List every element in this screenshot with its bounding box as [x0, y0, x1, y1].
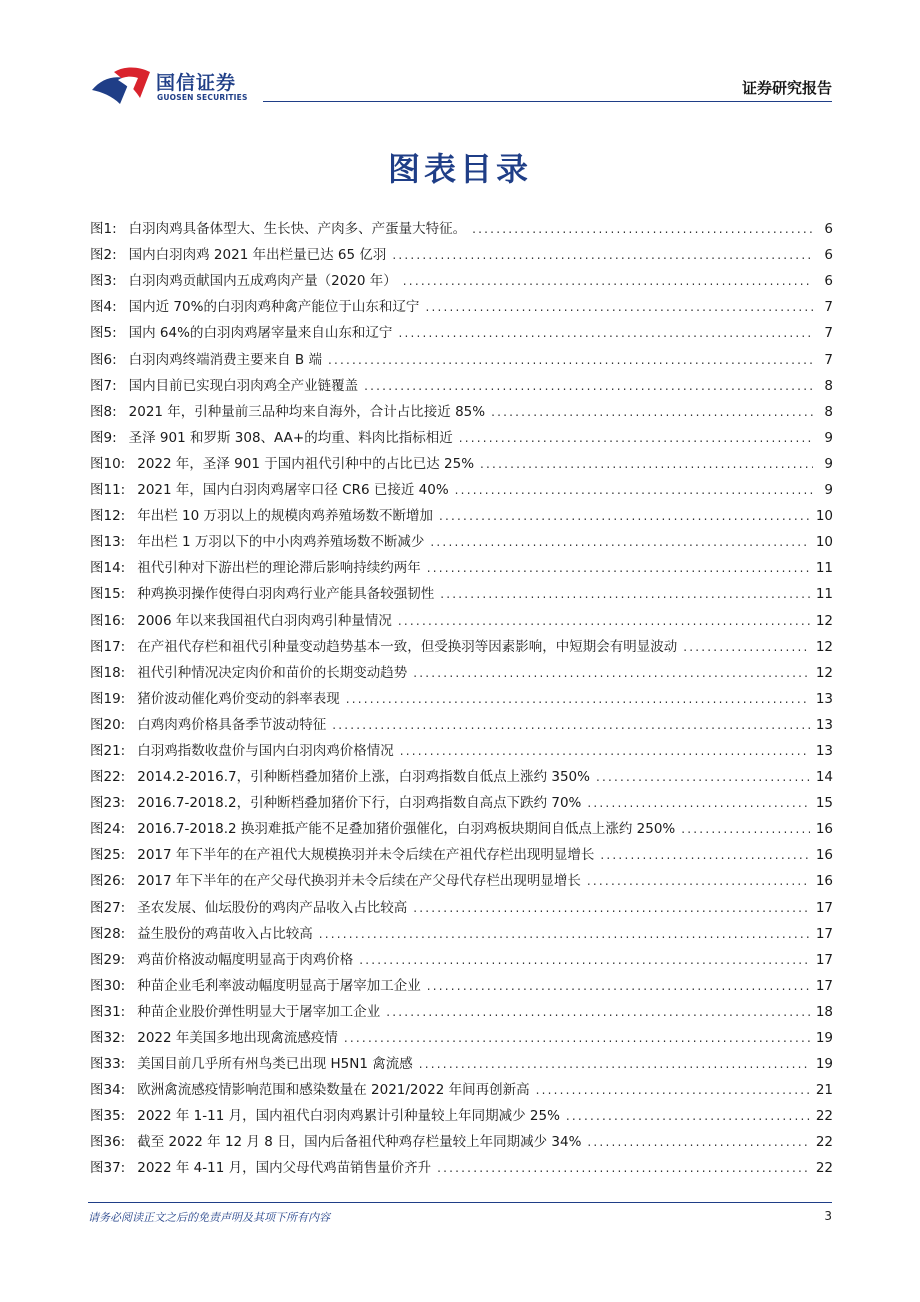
toc-entry-page: 21 [815, 1082, 833, 1099]
toc-entry-label: 图35: [90, 1108, 126, 1125]
toc-entry-page: 10 [815, 534, 833, 551]
toc-entry-label: 图34: [90, 1082, 126, 1099]
toc-entry-label: 图7: [90, 377, 117, 394]
toc-entry-label: 图2: [90, 247, 117, 264]
toc-entry-page: 9 [824, 482, 833, 499]
toc-entry-page: 10 [815, 508, 833, 525]
toc-leader-dots [587, 872, 810, 890]
toc-entry[interactable] [90, 708, 833, 734]
toc-entry-title: 国内目前已实现白羽肉鸡全产业链覆盖 [128, 377, 359, 394]
toc-entry-label: 图30: [90, 977, 126, 994]
toc-entry-page: 19 [815, 1056, 833, 1073]
toc-entry[interactable] [90, 577, 833, 603]
toc-entry[interactable] [90, 1021, 833, 1047]
figure-toc [90, 212, 833, 1177]
toc-leader-dots [328, 351, 813, 369]
toc-leader-dots [566, 1107, 810, 1125]
toc-entry-label: 图23: [90, 795, 126, 812]
toc-entry-title: 2021 年，国内白羽肉鸡屠宰口径 CR6 已接近 40% [137, 482, 449, 499]
toc-entry-title: 白羽鸡指数收盘价与国内白羽肉鸡价格情况 [137, 742, 394, 759]
toc-entry[interactable] [90, 890, 833, 916]
toc-leader-dots [332, 716, 810, 734]
toc-entry-page: 6 [824, 273, 833, 290]
toc-leader-dots [419, 1055, 810, 1073]
toc-entry-label: 图27: [90, 899, 126, 916]
toc-entry-label: 图31: [90, 1003, 126, 1020]
toc-leader-dots [403, 272, 813, 290]
toc-entry[interactable] [90, 342, 833, 368]
toc-entry-page: 15 [815, 795, 833, 812]
toc-leader-dots [600, 846, 809, 864]
toc-entry-title: 2022 年美国多地出现禽流感疫情 [137, 1030, 338, 1046]
logo-en-text: GUOSEN SECURITIES [157, 93, 248, 102]
toc-leader-dots [413, 664, 810, 682]
toc-entry-page: 9 [824, 455, 833, 472]
toc-entry-page: 12 [815, 638, 833, 655]
toc-leader-dots [386, 1003, 810, 1021]
toc-entry[interactable] [90, 838, 833, 864]
toc-leader-dots [681, 820, 810, 838]
toc-entry-title: 年出栏 10 万羽以上的规模肉鸡养殖场数不断增加 [137, 508, 433, 525]
toc-entry-title: 截至 2022 年 12 月 8 日，国内后备祖代种鸡存栏量较上年同期减少 34% [137, 1134, 582, 1151]
toc-entry-page: 16 [815, 873, 833, 890]
toc-leader-dots [346, 690, 810, 708]
toc-entry[interactable] [90, 943, 833, 969]
toc-entry-label: 图16: [90, 612, 126, 629]
toc-entry-title: 2022 年，圣泽 901 于国内祖代引种中的占比已达 25% [137, 455, 475, 472]
toc-entry-page: 16 [815, 847, 833, 864]
toc-entry-page: 13 [815, 716, 833, 733]
report-type: 证券研究报告 [741, 79, 832, 97]
toc-entry-label: 图3: [90, 273, 117, 290]
toc-leader-dots [587, 794, 809, 812]
toc-entry[interactable] [90, 656, 833, 682]
toc-leader-dots [587, 1133, 809, 1151]
toc-entry[interactable] [90, 238, 833, 264]
toc-entry-title: 在产祖代存栏和祖代引种量变动趋势基本一致，但受换羽等因素影响，中短期会有明显波动 [137, 638, 678, 655]
toc-entry[interactable] [90, 682, 833, 708]
toc-entry-title: 2016.7-2018.2，引种断档叠加猪价下行，白羽鸡指数自高点下跌约 70% [137, 795, 582, 812]
toc-entry-title: 白鸡肉鸡价格具备季节波动特征 [137, 716, 327, 733]
toc-entry-label: 图24: [90, 821, 126, 838]
toc-entry-page: 8 [824, 377, 833, 394]
toc-entry-title: 国内白羽肉鸡 2021 年出栏量已达 65 亿羽 [128, 247, 387, 264]
toc-entry[interactable] [90, 499, 833, 525]
toc-entry[interactable] [90, 525, 833, 551]
toc-entry-label: 图10: [90, 455, 126, 472]
footer-page-number: 3 [824, 1209, 832, 1223]
toc-leader-dots [536, 1081, 810, 1099]
toc-leader-dots [439, 507, 810, 525]
toc-entry[interactable] [90, 290, 833, 316]
toc-leader-dots [398, 324, 813, 342]
toc-leader-dots [413, 899, 810, 917]
toc-entry-page: 16 [815, 821, 833, 838]
toc-entry[interactable] [90, 734, 833, 760]
toc-entry-title: 白羽肉鸡终端消费主要来自 B 端 [128, 351, 322, 368]
toc-entry-label: 图26: [90, 873, 126, 890]
toc-leader-dots [398, 612, 810, 630]
toc-entry[interactable] [90, 603, 833, 629]
toc-entry-title: 国内 64%的白羽肉鸡屠宰量来自山东和辽宁 [128, 325, 393, 342]
toc-entry-title: 圣农发展、仙坛股份的鸡肉产品收入占比较高 [137, 899, 408, 916]
toc-entry-title: 年出栏 1 万羽以下的中小肉鸡养殖场数不断减少 [137, 534, 425, 551]
toc-entry-label: 图12: [90, 508, 126, 525]
toc-entry-label: 图36: [90, 1134, 126, 1151]
toc-entry-label: 图8: [90, 403, 117, 420]
guosen-logo [90, 64, 260, 108]
toc-leader-dots [392, 246, 813, 264]
toc-entry-title: 美国目前几乎所有州鸟类已出现 H5N1 禽流感 [137, 1056, 413, 1073]
toc-entry-label: 图1: [90, 221, 117, 238]
toc-entry-page: 11 [815, 586, 833, 603]
toc-entry[interactable] [90, 1099, 833, 1125]
toc-entry[interactable] [90, 786, 833, 812]
toc-entry-title: 种苗企业毛利率波动幅度明显高于屠宰加工企业 [137, 977, 421, 994]
page-header [0, 0, 920, 110]
toc-entry-label: 图14: [90, 560, 126, 577]
toc-entry-label: 图6: [90, 351, 117, 368]
toc-entry[interactable] [90, 995, 833, 1021]
toc-entry[interactable] [90, 760, 833, 786]
toc-entry-title: 欧洲禽流感疫情影响范围和感染数量在 2021/2022 年间再创新高 [137, 1082, 530, 1099]
toc-entry-page: 22 [815, 1160, 833, 1177]
toc-entry-label: 图15: [90, 586, 126, 603]
toc-leader-dots [455, 481, 813, 499]
toc-entry-label: 图18: [90, 664, 126, 681]
toc-leader-dots [596, 768, 810, 786]
toc-entry-page: 13 [815, 742, 833, 759]
toc-entry-title: 2021 年，引种量前三品种均来自海外，合计占比接近 85% [128, 403, 486, 420]
toc-leader-dots [425, 298, 813, 316]
toc-entry[interactable] [90, 447, 833, 473]
toc-entry-title: 2017 年下半年的在产父母代换羽并未令后续在产父母代存栏出现明显增长 [137, 873, 581, 890]
toc-entry[interactable] [90, 1125, 833, 1151]
toc-leader-dots [319, 925, 810, 943]
logo-cn-text: 国信证券 [156, 72, 237, 94]
toc-entry-title: 2006 年以来我国祖代白羽肉鸡引种量情况 [137, 612, 392, 629]
toc-entry[interactable] [90, 395, 833, 421]
toc-entry-page: 17 [815, 925, 833, 942]
toc-entry-page: 17 [815, 977, 833, 994]
toc-leader-dots [491, 403, 813, 421]
toc-entry-title: 种鸡换羽操作使得白羽肉鸡行业产能具备较强韧性 [137, 586, 435, 603]
toc-entry-page: 7 [824, 351, 833, 368]
toc-entry-page: 12 [815, 612, 833, 629]
toc-leader-dots [427, 559, 810, 577]
toc-leader-dots [344, 1029, 810, 1047]
toc-entry-label: 图17: [90, 638, 126, 655]
toc-entry-page: 7 [824, 325, 833, 342]
toc-entry-title: 2022 年 1-11 月，国内祖代白羽肉鸡累计引种量较上年同期减少 25% [137, 1108, 560, 1125]
toc-entry[interactable] [90, 369, 833, 395]
toc-entry[interactable] [90, 1073, 833, 1099]
toc-entry[interactable] [90, 551, 833, 577]
toc-entry-label: 图25: [90, 847, 126, 864]
toc-entry[interactable] [90, 473, 833, 499]
toc-leader-dots [472, 220, 813, 238]
toc-entry-label: 图28: [90, 925, 126, 942]
toc-entry-label: 图11: [90, 482, 126, 499]
toc-leader-dots [430, 533, 809, 551]
toc-entry-label: 图13: [90, 534, 126, 551]
toc-entry-label: 图20: [90, 716, 126, 733]
toc-entry-label: 图37: [90, 1160, 126, 1177]
page-title: 图表目录 [387, 150, 532, 188]
toc-entry-page: 18 [815, 1003, 833, 1020]
toc-entry[interactable] [90, 969, 833, 995]
toc-entry-title: 2017 年下半年的在产祖代大规模换羽并未令后续在产祖代存栏出现明显增长 [137, 847, 595, 864]
toc-entry-title: 祖代引种对下游出栏的理论滞后影响持续约两年 [137, 560, 421, 577]
toc-entry-title: 圣泽 901 和罗斯 308、AA+的均重、料肉比指标相近 [128, 429, 453, 446]
toc-entry[interactable] [90, 264, 833, 290]
toc-entry[interactable] [90, 421, 833, 447]
footer-disclaimer: 请务必阅读正文之后的免责声明及其项下所有内容 [88, 1211, 330, 1224]
toc-entry-label: 图5: [90, 325, 117, 342]
toc-entry-label: 图4: [90, 299, 117, 316]
toc-entry-page: 13 [815, 690, 833, 707]
toc-entry-label: 图21: [90, 742, 126, 759]
toc-entry-title: 鸡苗价格波动幅度明显高于肉鸡价格 [137, 951, 354, 968]
header-divider [263, 101, 832, 102]
toc-leader-dots [440, 585, 810, 603]
toc-entry-page: 17 [815, 899, 833, 916]
guosen-logo-mark-icon [90, 64, 154, 108]
toc-entry-page: 19 [815, 1030, 833, 1046]
toc-entry-page: 22 [815, 1108, 833, 1125]
toc-entry-title: 白羽肉鸡具备体型大、生长快、产肉多、产蛋量大特征。 [128, 221, 467, 238]
toc-entry-page: 9 [824, 429, 833, 446]
toc-entry[interactable] [90, 1047, 833, 1073]
toc-entry-title: 2016.7-2018.2 换羽难抵产能不足叠加猪价强催化，白羽鸡板块期间自低点上涨约 250% [137, 821, 676, 838]
toc-entry-title: 猪价波动催化鸡价变动的斜率表现 [137, 690, 340, 707]
toc-leader-dots [480, 455, 813, 473]
toc-entry-title: 国内近 70%的白羽肉鸡种禽产能位于山东和辽宁 [128, 299, 420, 316]
toc-entry-page: 14 [815, 769, 833, 786]
toc-leader-dots [364, 377, 813, 395]
toc-entry-title: 白羽肉鸡贡献国内五成鸡肉产量（2020 年） [128, 273, 397, 290]
toc-entry-title: 益生股份的鸡苗收入占比较高 [137, 925, 313, 942]
toc-leader-dots [427, 977, 810, 995]
toc-entry[interactable] [90, 1151, 833, 1177]
toc-entry-page: 7 [824, 299, 833, 316]
toc-entry-label: 图19: [90, 690, 126, 707]
toc-entry-title: 2022 年 4-11 月，国内父母代鸡苗销售量价齐升 [137, 1160, 432, 1177]
toc-leader-dots [437, 1159, 810, 1177]
toc-entry[interactable] [90, 212, 833, 238]
toc-entry-page: 22 [815, 1134, 833, 1151]
toc-leader-dots [459, 429, 813, 447]
toc-leader-dots [683, 638, 810, 656]
toc-entry-label: 图22: [90, 769, 126, 786]
toc-entry-title: 2014.2-2016.7，引种断档叠加猪价上涨，白羽鸡指数自低点上涨约 350% [137, 769, 590, 786]
toc-leader-dots [359, 951, 810, 969]
toc-entry-page: 6 [824, 247, 833, 264]
toc-leader-dots [400, 742, 810, 760]
toc-entry-title: 种苗企业股价弹性明显大于屠宰加工企业 [137, 1003, 381, 1020]
toc-entry[interactable] [90, 864, 833, 890]
toc-entry-page: 12 [815, 664, 833, 681]
toc-entry-label: 图33: [90, 1056, 126, 1073]
toc-entry-page: 17 [815, 951, 833, 968]
toc-entry[interactable] [90, 917, 833, 943]
toc-entry-label: 图9: [90, 429, 117, 446]
toc-entry-page: 6 [824, 221, 833, 238]
toc-entry-label: 图29: [90, 951, 126, 968]
toc-entry[interactable] [90, 812, 833, 838]
toc-entry-title: 祖代引种情况决定肉价和苗价的长期变动趋势 [137, 664, 408, 681]
footer-divider [88, 1202, 832, 1203]
toc-entry-label: 图32: [90, 1030, 126, 1046]
toc-entry[interactable] [90, 316, 833, 342]
toc-entry[interactable] [90, 630, 833, 656]
toc-entry-page: 8 [824, 403, 833, 420]
toc-entry-page: 11 [815, 560, 833, 577]
